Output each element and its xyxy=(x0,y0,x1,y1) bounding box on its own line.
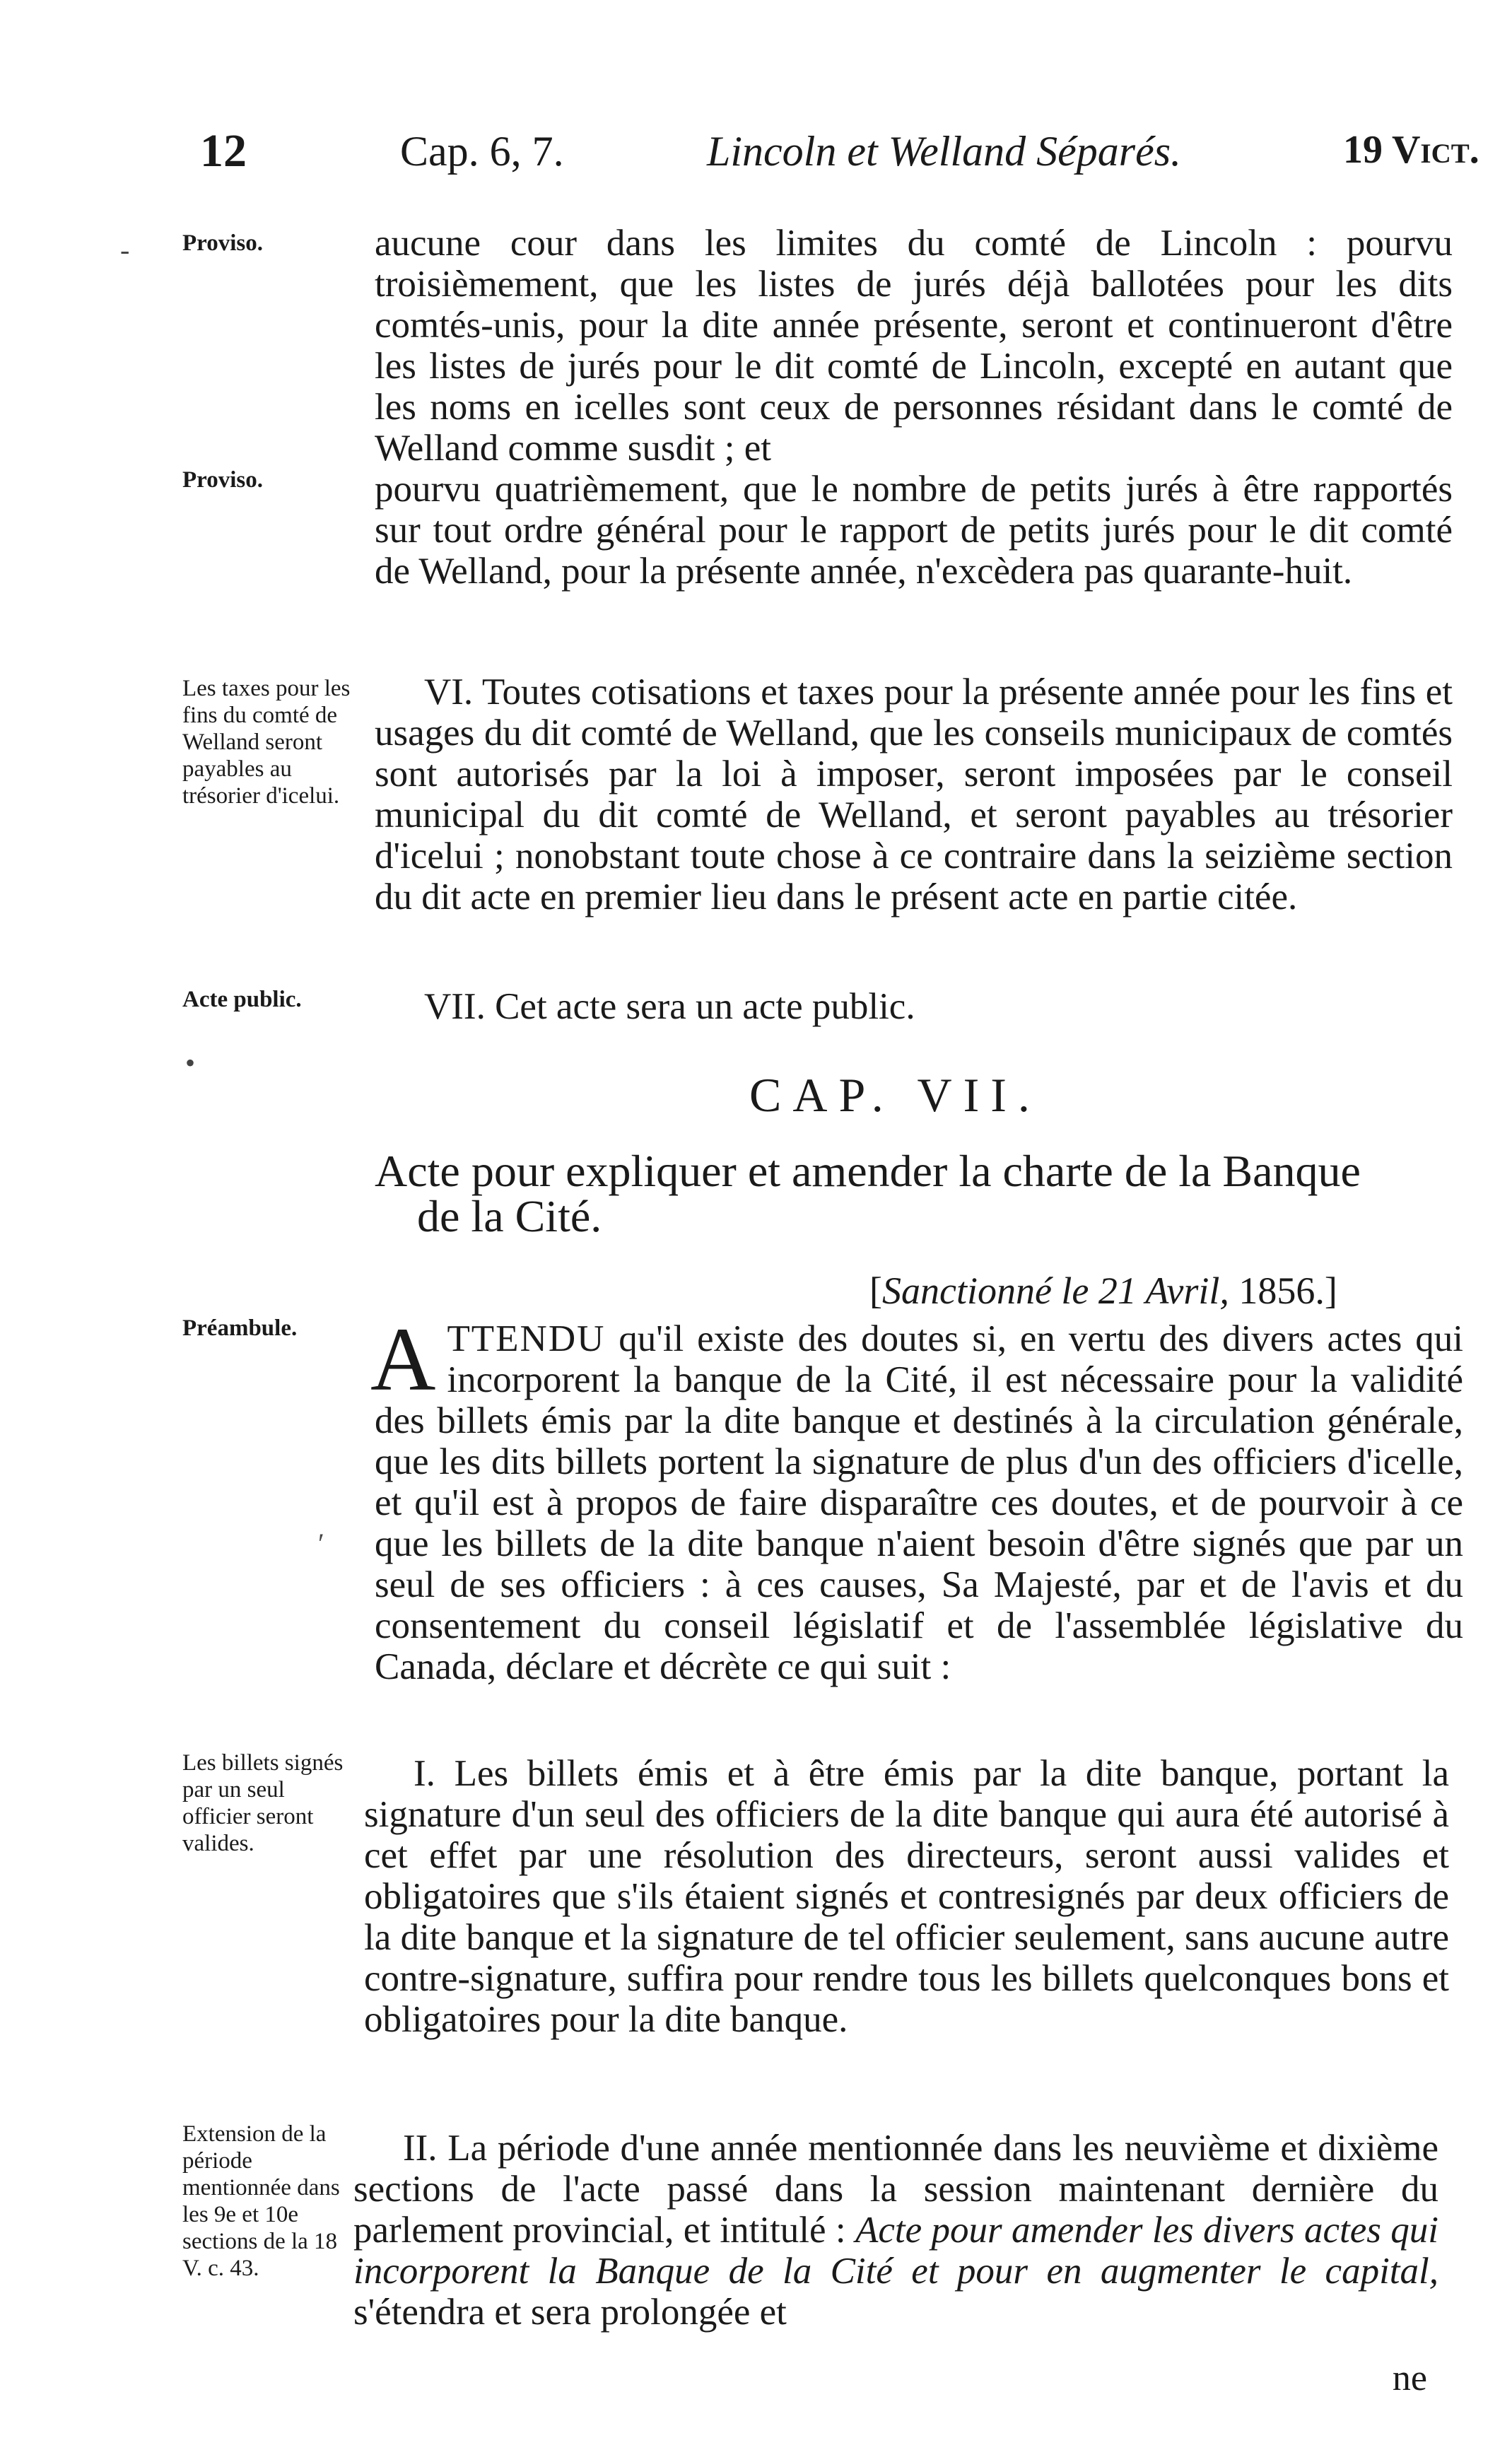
sanction-bracket: [ xyxy=(869,1270,882,1312)
catchword: ne xyxy=(1392,2358,1427,2398)
section-ii-act-title: Acte pour amender les divers actes qui incorporent la Banque de la Cité et pour en augmenter le capital, xyxy=(353,2210,1438,2292)
preamble-first-word: TTENDU xyxy=(447,1318,606,1359)
margin-note-taxes: Les taxes pour les fins du comté de Welland seront payables au trésorier d'icelui. xyxy=(182,676,351,809)
section-vii-number: VII. xyxy=(424,986,486,1027)
chapter-heading: CAP. VII. xyxy=(749,1068,1041,1122)
preamble xyxy=(370,1309,1463,1687)
act-title-line-2: de la Cité. xyxy=(417,1191,602,1241)
body-block-section-vii xyxy=(375,986,1453,1027)
paragraph-proviso-4: pourvu quatrièmement, que le nombre de petits jurés à être rapportés sur tout ordre général pour le rapport de petits jurés pour le dit comté de Welland, pour la présente année, n'excèdera pas quarante-huit. xyxy=(375,469,1453,592)
section-vi-number: VI. xyxy=(424,672,474,713)
body-block-preamble xyxy=(370,1309,1463,1687)
act-title xyxy=(375,1146,1463,1241)
margin-note-billets: Les billets signés par un seul officier seront valides. xyxy=(182,1750,344,1856)
print-speck: - xyxy=(120,234,130,266)
preamble-text: qu'il existe des doutes si, en vertu des divers actes qui incorporent la banque de la Cité, il est nécessaire pour la validité des billets émis par la dite banque et destinés à la circulation générale, que les dits billets portent la signature de plus d'un des officiers d'icelle, et qu'il est à propos de faire disparaître ces doutes, et de pourvoir à ce que les billets de la dite banque n'aient besoin d'être signés que par un seul de ses officiers : à ces causes, Sa Majesté, par et de l'avis et du consentement du conseil législatif et de l'assemblée législative du Canada, déclare et décrète ce qui suit : xyxy=(375,1318,1463,1687)
margin-note-proviso-1: Proviso. xyxy=(182,230,263,256)
chapter-reference: Cap. 6, 7. xyxy=(400,128,564,175)
section-ii xyxy=(353,2128,1438,2333)
section-ii-number: II. xyxy=(403,2128,438,2169)
sanction-text: Sanctionné le 21 Avril, xyxy=(881,1270,1229,1312)
body-block-proviso xyxy=(375,223,1453,592)
section-vi-text: Toutes cotisations et taxes pour la présente année pour les fins et usages du dit comté de Welland, que les conseils municipaux de comtés sont autorisés par la loi à imposer, seront imposées par le conseil municipal du dit comté de Welland, et seront payables au trésorier d'icelui ; nonobstant toute chose à ce contraire dans la seizième section du dit acte en premier lieu dans le présent acte en partie citée. xyxy=(375,672,1453,918)
margin-note-proviso-2: Proviso. xyxy=(182,467,263,493)
section-vii xyxy=(375,986,1453,1027)
page-number: 12 xyxy=(200,125,247,177)
section-i-text: Les billets émis et à être émis par la dite banque, portant la signature d'un seul des officiers de la dite banque qui aura été autorisé à cet effet par une résolution des directeurs, seront aussi valides et obligatoires que s'ils étaient signés et contresignés par deux officiers de la dite banque et la signature de tel officier seulement, sans aucune autre contre-signature, suffira pour rendre tous les billets quelconques bons et obligatoires pour la dite banque. xyxy=(364,1753,1450,2040)
running-title: Lincoln et Welland Séparés. xyxy=(707,128,1182,175)
margin-note-extension: Extension de la période mentionnée dans les 9e et 10e sections de la 18 V. c. 43. xyxy=(182,2121,340,2281)
margin-note-preambule: Préambule. xyxy=(182,1315,298,1341)
print-speck: ′ xyxy=(318,1528,324,1559)
print-speck: • xyxy=(185,1047,196,1079)
section-vii-text: Cet acte sera un acte public. xyxy=(495,986,915,1027)
section-ii-text-a: La période d'une année mentionnée dans les neuvième et dixième sections de l'acte passé dans la session maintenant dernière du parlement provincial, et intitulé : xyxy=(353,2128,1439,2251)
body-block-section-ii xyxy=(353,2128,1438,2333)
body-block-section-i xyxy=(364,1753,1449,2040)
section-ii-text-b: s'étendra et sera prolongée et xyxy=(353,2292,787,2333)
section-i-number: I. xyxy=(414,1753,435,1794)
sanction-year: 1856.] xyxy=(1238,1270,1337,1312)
act-title-line-1: Acte pour expliquer et amender la charte de la Banque xyxy=(375,1146,1361,1196)
dropcap-letter: A xyxy=(370,1309,436,1409)
section-i xyxy=(364,1753,1449,2040)
paragraph-proviso-3: aucune cour dans les limites du comté de Lincoln : pourvu troisièmement, que les listes de jurés déjà ballotées pour les dits comtés-unis, pour la dite année présente, seront et continueront d'être les listes de jurés pour le dit comté de Lincoln, excepté en autant que les noms en icelles sont ceux de personnes résidant dans le comté de Welland comme susdit ; et xyxy=(375,223,1453,469)
sanction-date xyxy=(869,1269,1337,1313)
body-block-section-vi xyxy=(375,672,1453,918)
margin-note-acte-public: Acte public. xyxy=(182,987,302,1012)
regnal-year: 19 Vict. xyxy=(1343,128,1479,172)
section-vi xyxy=(375,672,1453,918)
